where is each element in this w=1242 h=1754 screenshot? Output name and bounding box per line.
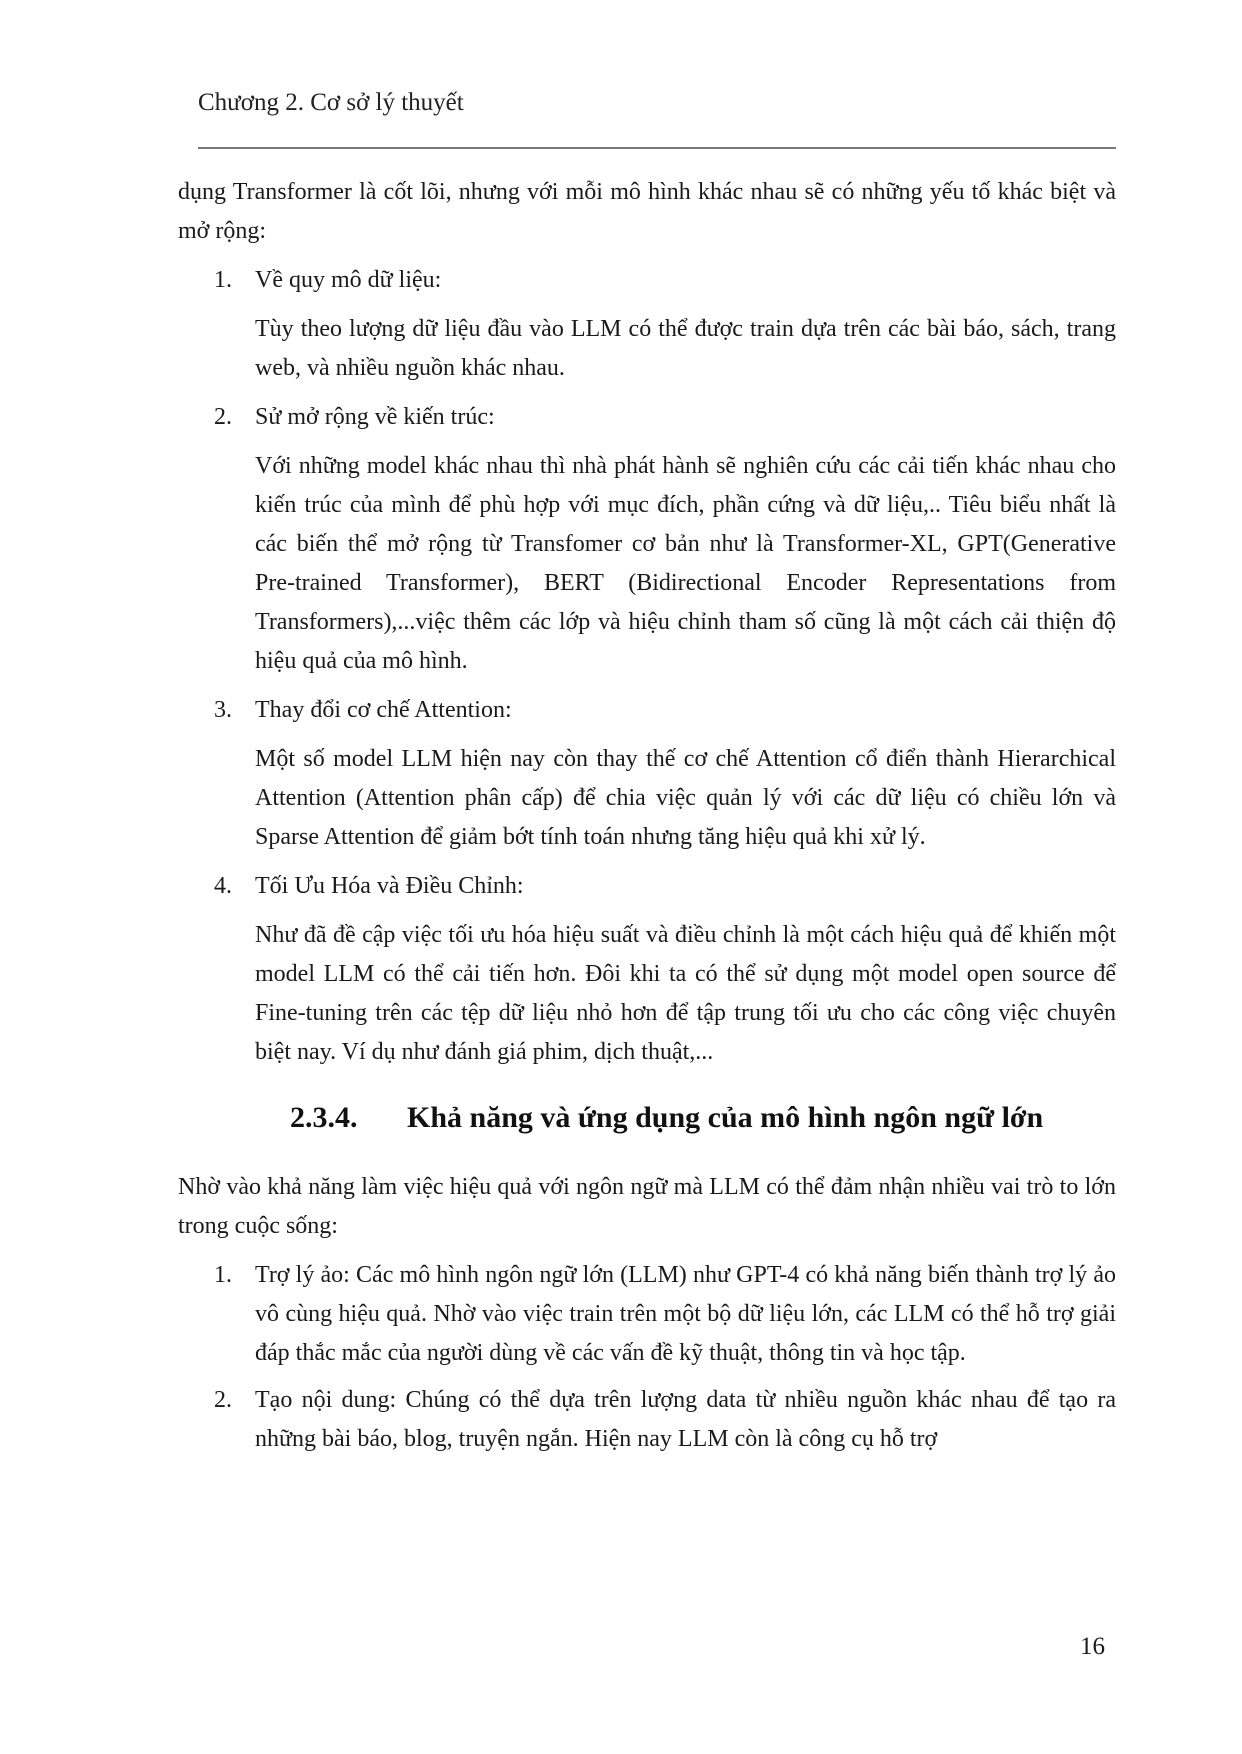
list-item	[178, 1381, 1116, 1459]
chapter-header: Chương 2. Cơ sở lý thuyết	[198, 89, 464, 116]
list-item-number: 2.	[214, 404, 232, 430]
list-item-body: Một số model LLM hiện nay còn thay thế cơ chế Attention cổ điển thành Hierarchical Attention (Attention phân cấp) để chia việc quản lý với các dữ liệu có chiều lớn và Sparse Attention để giảm bớt tính toán nhưng tăng hiệu quả khi xử lý.	[255, 746, 1116, 850]
list-item-number: 2.	[214, 1387, 232, 1413]
list-item-number: 3.	[214, 697, 232, 723]
llm-applications-list	[178, 1256, 1116, 1459]
list-item	[178, 691, 1116, 857]
page-body	[178, 173, 1116, 1467]
page-number: 16	[1080, 1633, 1105, 1660]
list-item-title: Thay đổi cơ chế Attention:	[255, 697, 512, 723]
list-item-title: Sử mở rộng về kiến trúc:	[255, 404, 495, 430]
section-number: 2.3.4.	[290, 1101, 358, 1134]
list-item	[178, 867, 1116, 1072]
section-intro-paragraph: Nhờ vào khả năng làm việc hiệu quả với ngôn ngữ mà LLM có thể đảm nhận nhiều vai trò to lớn trong cuộc sống:	[178, 1174, 1116, 1239]
list-item-title: Về quy mô dữ liệu:	[255, 267, 442, 293]
list-item-text: Trợ lý ảo: Các mô hình ngôn ngữ lớn (LLM) như GPT-4 có khả năng biến thành trợ lý ảo vô cùng hiệu quả. Nhờ vào việc train trên một bộ dữ liệu lớn, các LLM có thể hỗ trợ giải đáp thắc mắc của người dùng về các vấn đề kỹ thuật, thông tin và học tập.	[255, 1262, 1116, 1366]
list-item	[178, 261, 1116, 388]
list-item-text: Tạo nội dung: Chúng có thể dựa trên lượng data từ nhiều nguồn khác nhau để tạo ra những bài báo, blog, truyện ngắn. Hiện nay LLM còn là công cụ hỗ trợ	[255, 1387, 1116, 1452]
section-heading	[178, 1098, 1116, 1138]
list-item-title: Tối Ưu Hóa và Điều Chỉnh:	[255, 873, 524, 899]
intro-paragraph: dụng Transformer là cốt lõi, nhưng với mỗi mô hình khác nhau sẽ có những yếu tố khác biệt và mở rộng:	[178, 179, 1116, 244]
list-item-number: 1.	[214, 267, 232, 293]
list-item-number: 4.	[214, 873, 232, 899]
list-item-body: Với những model khác nhau thì nhà phát hành sẽ nghiên cứu các cải tiến khác nhau cho kiến trúc của mình để phù hợp với mục đích, phần cứng và dữ liệu,.. Tiêu biểu nhất là các biến thể mở rộng từ Transfomer cơ bản như là Transformer-XL, GPT(Generative Pre-trained Transformer), BERT (Bidirectional Encoder Representations from Transformers),...việc thêm các lớp và hiệu chỉnh tham số cũng là một cách cải thiện độ hiệu quả của mô hình.	[255, 453, 1116, 674]
list-item-body: Như đã đề cập việc tối ưu hóa hiệu suất và điều chỉnh là một cách hiệu quả để khiến một model LLM có thể cải tiến hơn. Đôi khi ta có thể sử dụng một model open source để Fine-tuning trên các tệp dữ liệu nhỏ hơn để tập trung tối ưu cho các công việc chuyên biệt nay. Ví dụ như đánh giá phim, dịch thuật,...	[255, 922, 1116, 1065]
list-item	[178, 398, 1116, 681]
architecture-factors-list	[178, 261, 1116, 1072]
section-title: Khả năng và ứng dụng của mô hình ngôn ngữ lớn	[407, 1101, 1044, 1134]
list-item-body: Tùy theo lượng dữ liệu đầu vào LLM có thể được train dựa trên các bài báo, sách, trang web, và nhiều nguồn khác nhau.	[255, 316, 1116, 381]
header-divider	[198, 147, 1116, 149]
list-item-number: 1.	[214, 1262, 232, 1288]
list-item	[178, 1256, 1116, 1373]
